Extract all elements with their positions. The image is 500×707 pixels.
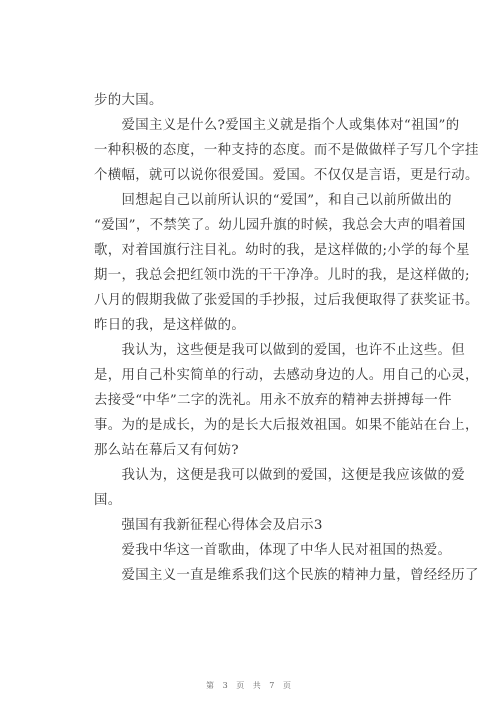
text-line: “爱国”，不禁笑了。幼儿园升旗的时候，我总会大声的唱着国 (94, 218, 466, 233)
text-line: 歌，对着国旗行注目礼。幼时的我，是这样做的;小学的每个星 (94, 243, 470, 258)
text-line: 是，用自己朴实简单的行动，去感动身边的人。用自己的心灵， (94, 368, 479, 383)
text-line: 爱我中华这一首歌曲，体现了中华人民对祖国的热爱。 (94, 543, 452, 558)
text-line: 昨日的我，是这样做的。 (94, 318, 246, 333)
page-footer: 第 3 页 共 7 页 (206, 681, 294, 690)
text-line: 回想起自己以前所认识的“爱国”，和自己以前所做出的 (94, 193, 452, 208)
text-line: 国。 (94, 493, 122, 508)
text-line: 爱国主义一直是维系我们这个民族的精神力量，曾经经历了 (94, 568, 479, 583)
text-line: 爱国主义是什么?爱国主义就是指个人或集体对“祖国”的 (94, 118, 460, 133)
text-line: 事。为的是成长，为的是长大后报效祖国。如果不能站在台上， (94, 418, 479, 433)
text-line: 期一，我总会把红领巾洗的干干净净。儿时的我，是这样做的; (94, 268, 470, 283)
text-line: 去接受“中华”二字的洗礼。用永不放弃的精神去拼搏每一件 (94, 393, 452, 408)
document-body (94, 88, 479, 588)
text-line: 强国有我新征程心得体会及启示3 (94, 518, 323, 533)
text-line: 八月的假期我做了张爱国的手抄报，过后我便取得了获奖证书。 (94, 293, 479, 308)
text-line: 步的大国。 (94, 93, 163, 108)
text-line: 我认为，这便是我可以做到的爱国，这便是我应该做的爱 (94, 468, 465, 483)
text-line: 一种积极的态度，一种支持的态度。而不是做做样子写几个字挂 (94, 143, 479, 158)
text-line: 我认为，这些便是我可以做到的爱国，也许不止这些。但 (94, 343, 465, 358)
text-line: 那么站在幕后又有何妨? (94, 443, 239, 458)
text-line: 个横幅，就可以说你很爱国。爱国。不仅仅是言语，更是行动。 (94, 168, 479, 183)
